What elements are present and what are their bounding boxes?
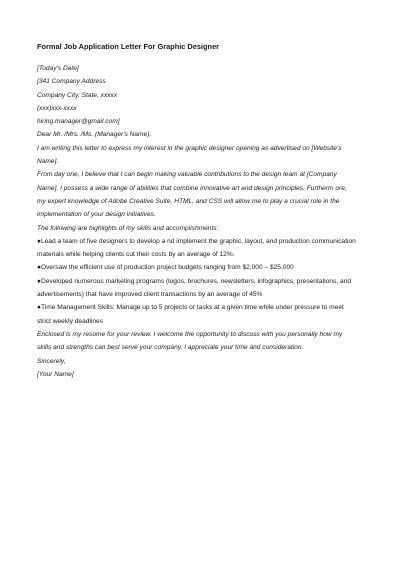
letter-line: [Today's Date] (37, 65, 79, 72)
letter-line: strict weekly deadlines (37, 317, 103, 325)
letter-line: From day one, I believe that I can begin making valuable contributions to the design team at [Company (37, 171, 337, 179)
letter-line: my expert knowledge of Adobe Creative Suite, HTML, and CSS will allow me to play a crucial role in the (37, 197, 340, 205)
letter-line: [Your Name] (37, 370, 74, 378)
letter-line: implementation of your design initiatives. (37, 211, 156, 219)
letter-line: Name]. (37, 158, 59, 166)
letter-body (37, 62, 375, 381)
letter-line: Name]. I possess a wide range of abilities that combine innovative art and design principles. Furtherm ore, (37, 184, 347, 192)
letter-line: ●Lead a team of five designers to develop a nd implement the graphic, layout, and production communication (37, 237, 356, 245)
letter-line: hiring.manager@gmail.com] (37, 118, 120, 126)
letter-line: Enclosed is my resume for your review. I welcome the opportunity to discuss with you personally how my (37, 330, 343, 338)
letter-line: The following are highlights of my skills and accomplishments: (37, 224, 219, 232)
letter-line: materials while helping clients cut their costs by an average of 12%. (37, 251, 235, 259)
letter-line: ●Developed numerous marketing programs (logos, brochures, newsletters, infographics, presentations, and (37, 277, 352, 285)
letter-line: (xxx)xxx-xxxx (37, 104, 77, 112)
letter-line: ●Time Management Skills: Manage up to 5 projects or tasks at a given time while under pressure to meet (37, 304, 344, 312)
letter-line: advertisements) that have improved client transactions by an average of 45% (37, 291, 263, 299)
letter-line: Sincerely, (37, 357, 66, 365)
letter-line: Company City, State, xxxxx (37, 91, 118, 99)
letter-title: Formal Job Application Letter For Graphic Designer (37, 42, 220, 51)
letter-line: I am writing this letter to express my interest in the graphic designer opening as advertised on [Website's (37, 144, 342, 152)
letter-line: skills and strengths can best serve your company. I appreciate your time and consideration. (37, 344, 304, 352)
letter-line: Dear Mr. /Mrs. /Ms. (Manager's Name), (37, 131, 152, 139)
letter-line: ●Oversaw the efficient use of production project budgets ranging from $2,000 – $25,000 (37, 264, 294, 272)
letter-line: [341 Company Address (37, 78, 106, 86)
